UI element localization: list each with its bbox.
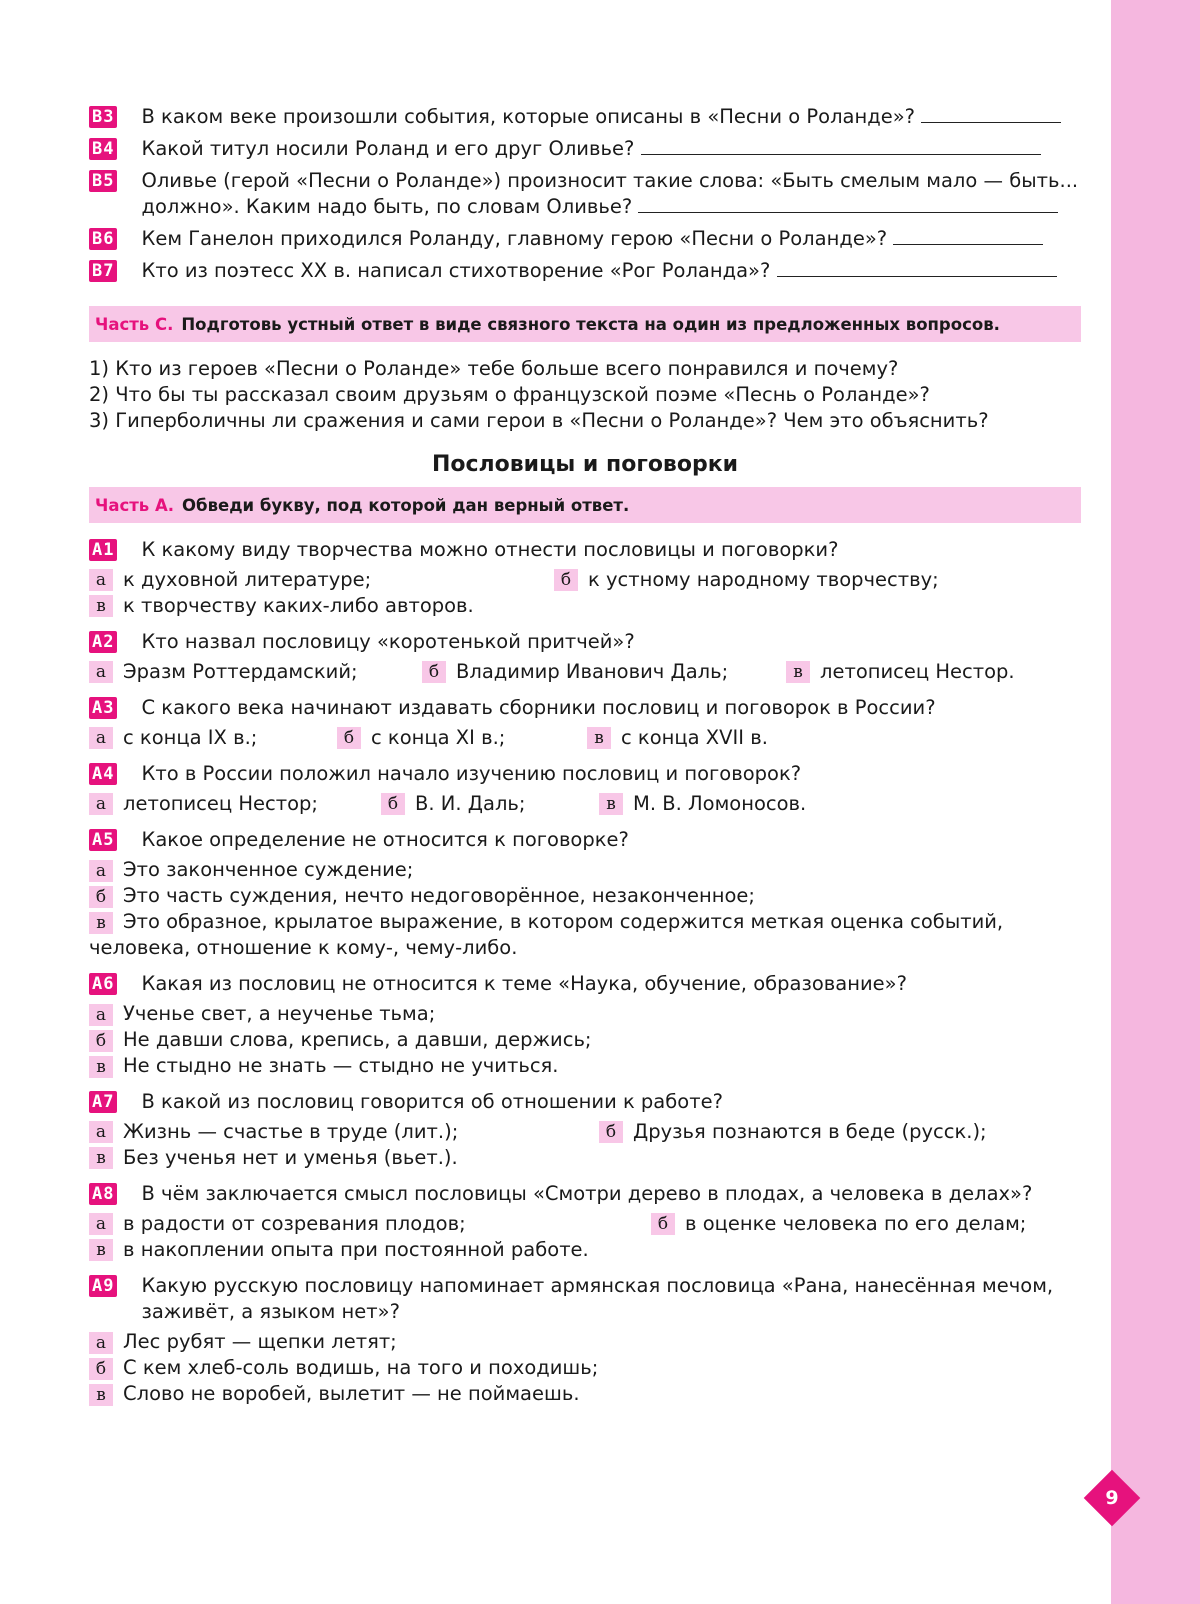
question-number: B6 — [89, 228, 117, 250]
answer-option[interactable]: а в радости от созревания плодов; — [89, 1211, 651, 1237]
answer-option[interactable]: б Владимир Иванович Даль; — [422, 659, 786, 685]
answer-option[interactable]: б В. И. Даль; — [381, 791, 599, 817]
question-number: A8 — [89, 1183, 117, 1205]
question-b3 — [89, 104, 1081, 130]
answer-option[interactable]: в Не стыдно не знать — стыдно не учиться. — [89, 1053, 1081, 1079]
question-text: Какое определение не относится к поговорке? — [141, 828, 629, 851]
question-a4 — [89, 761, 1081, 817]
question-a2 — [89, 629, 1081, 685]
option-letter[interactable]: в — [587, 727, 611, 749]
question-number: A2 — [89, 631, 117, 653]
answer-option[interactable]: б в оценке человека по его делам; — [651, 1211, 1026, 1237]
answer-option[interactable]: в летописец Нестор. — [786, 659, 1015, 685]
answer-option[interactable]: в Это образное, крылатое выражение, в котором содержится меткая оценка событий, человека, отношение к кому-, чему-либо. — [89, 910, 1004, 959]
question-text: К какому виду творчества можно отнести пословицы и поговорки? — [141, 538, 839, 561]
question-text: Какой титул носили Роланд и его друг Оливье? — [141, 137, 635, 160]
question-text: Кем Ганелон приходился Роланду, главному герою «Песни о Роланде»? — [141, 227, 888, 250]
question-number: A5 — [89, 829, 117, 851]
question-b6 — [89, 226, 1081, 252]
question-a6 — [89, 971, 1081, 1079]
option-letter[interactable]: в — [89, 595, 113, 617]
section-title: Пословицы и поговорки — [431, 452, 739, 477]
question-number: A7 — [89, 1091, 117, 1113]
answer-option[interactable]: б с конца XI в.; — [337, 725, 587, 751]
answer-line[interactable] — [893, 226, 1043, 245]
part-c-header — [89, 306, 1081, 342]
question-number: A1 — [89, 539, 117, 561]
page-content — [89, 104, 1081, 1417]
question-number: B4 — [89, 138, 117, 160]
option-letter[interactable]: в — [786, 661, 810, 683]
part-c-label: Часть С. — [95, 314, 174, 334]
answer-option[interactable]: а Жизнь — счастье в труде (лит.); — [89, 1119, 599, 1145]
option-letter[interactable]: а — [89, 1004, 113, 1026]
option-letter[interactable]: а — [89, 793, 113, 815]
part-c-list — [89, 356, 1081, 434]
question-text: Кто в России положил начало изучению пословиц и поговорок? — [141, 762, 802, 785]
option-letter[interactable]: б — [89, 1358, 113, 1380]
question-number: A9 — [89, 1275, 117, 1297]
answer-option[interactable]: б Не давши слова, крепись, а давши, держись; — [89, 1027, 1081, 1053]
question-b4 — [89, 136, 1081, 162]
question-number: B5 — [89, 170, 117, 192]
question-a8 — [89, 1181, 1081, 1263]
part-c-instruction: Подготовь устный ответ в виде связного текста на один из предложенных вопросов. — [181, 314, 1000, 334]
question-number: B3 — [89, 106, 117, 128]
question-a7 — [89, 1089, 1081, 1171]
option-letter[interactable]: б — [554, 569, 578, 591]
answer-option[interactable]: в к творчеству каких-либо авторов. — [89, 593, 474, 619]
list-item: 3) Гиперболичны ли сражения и сами герои в «Песни о Роланде»? Чем это объяснить? — [89, 409, 989, 432]
page-number: 9 — [1105, 1487, 1119, 1509]
answer-option[interactable]: а летописец Нестор; — [89, 791, 381, 817]
answer-option[interactable]: в в накоплении опыта при постоянной работе. — [89, 1237, 589, 1263]
answer-line[interactable] — [641, 136, 1041, 155]
answer-line[interactable] — [921, 104, 1061, 123]
question-b7 — [89, 258, 1081, 284]
option-letter[interactable]: в — [599, 793, 623, 815]
list-item: 1) Кто из героев «Песни о Роланде» тебе больше всего понравился и почему? — [89, 357, 899, 380]
question-text: Кто назвал пословицу «коротенькой притчей»? — [141, 630, 635, 653]
answer-line[interactable] — [777, 258, 1057, 277]
option-letter[interactable]: а — [89, 661, 113, 683]
option-letter[interactable]: б — [381, 793, 405, 815]
question-a3 — [89, 695, 1081, 751]
option-letter[interactable]: а — [89, 569, 113, 591]
option-letter[interactable]: а — [89, 860, 113, 882]
question-number: A3 — [89, 697, 117, 719]
answer-line[interactable] — [638, 194, 1058, 213]
question-text: С какого века начинают издавать сборники пословиц и поговорок в России? — [141, 696, 936, 719]
option-letter[interactable]: а — [89, 1332, 113, 1354]
question-number: A6 — [89, 973, 117, 995]
question-text: В каком веке произошли события, которые описаны в «Песни о Роланде»? — [141, 105, 916, 128]
answer-option[interactable]: а Это законченное суждение; — [89, 857, 1081, 883]
answer-option[interactable]: б Друзья познаются в беде (русск.); — [599, 1119, 987, 1145]
option-letter[interactable]: а — [89, 727, 113, 749]
part-a-label: Часть А. — [95, 495, 175, 515]
part-a-header — [89, 487, 1081, 523]
answer-option[interactable]: а Эразм Роттердамский; — [89, 659, 422, 685]
option-letter[interactable]: в — [89, 1239, 113, 1261]
option-letter[interactable]: б — [89, 886, 113, 908]
question-text: Кто из поэтесс XX в. написал стихотворение «Рог Роланда»? — [141, 259, 771, 282]
question-a5 — [89, 827, 1081, 961]
option-letter[interactable]: в — [89, 1384, 113, 1406]
option-letter[interactable]: а — [89, 1121, 113, 1143]
option-letter[interactable]: в — [89, 912, 113, 934]
question-text: Какая из пословиц не относится к теме «Наука, обучение, образование»? — [141, 972, 907, 995]
answer-option[interactable]: б к устному народному творчеству; — [554, 567, 939, 593]
option-letter[interactable]: в — [89, 1147, 113, 1169]
option-letter[interactable]: б — [337, 727, 361, 749]
question-a1 — [89, 537, 1081, 619]
question-a9 — [89, 1273, 1081, 1407]
question-text: В чём заключается смысл пословицы «Смотри дерево в плодах, а человека в делах»? — [141, 1182, 1033, 1205]
option-letter[interactable]: а — [89, 1213, 113, 1235]
option-letter[interactable]: б — [89, 1030, 113, 1052]
question-number: B7 — [89, 260, 117, 282]
question-text: Какую русскую пословицу напоминает армянская пословица «Рана, нанесённая мечом, заживёт, а языком нет»? — [141, 1274, 1054, 1323]
answer-option[interactable]: а Лес рубят — щепки летят; — [89, 1329, 1081, 1355]
answer-option[interactable]: а к духовной литературе; — [89, 567, 554, 593]
answer-option[interactable]: б С кем хлеб-соль водишь, на того и походишь; — [89, 1355, 1081, 1381]
answer-option[interactable]: в Слово не воробей, вылетит — не поймаешь. — [89, 1381, 1081, 1407]
question-number: A4 — [89, 763, 117, 785]
question-b5 — [89, 168, 1081, 220]
page-number-badge — [1084, 1470, 1140, 1526]
option-letter[interactable]: в — [89, 1056, 113, 1078]
answer-option[interactable]: в с конца XVII в. — [587, 725, 768, 751]
list-item: 2) Что бы ты рассказал своим друзьям о французской поэме «Песнь о Роланде»? — [89, 383, 930, 406]
answer-option[interactable]: в М. В. Ломоносов. — [599, 791, 806, 817]
question-text: Оливье (герой «Песни о Роланде») произносит такие слова: «Быть смелым мало — быть... должно». Каким надо быть, по словам Оливье? — [141, 169, 1079, 218]
side-strip — [1111, 0, 1200, 1604]
part-b-questions — [89, 104, 1081, 284]
answer-option[interactable]: в Без ученья нет и уменья (вьет.). — [89, 1145, 458, 1171]
option-letter[interactable]: б — [599, 1121, 623, 1143]
option-letter[interactable]: б — [422, 661, 446, 683]
option-letter[interactable]: б — [651, 1213, 675, 1235]
answer-option[interactable]: а Ученье свет, а неученье тьма; — [89, 1001, 1081, 1027]
answer-option[interactable]: а с конца IX в.; — [89, 725, 337, 751]
question-text: В какой из пословиц говорится об отношении к работе? — [141, 1090, 723, 1113]
part-a-instruction: Обведи букву, под которой дан верный ответ. — [182, 495, 630, 515]
answer-option[interactable]: б Это часть суждения, нечто недоговорённое, незаконченное; — [89, 883, 1081, 909]
